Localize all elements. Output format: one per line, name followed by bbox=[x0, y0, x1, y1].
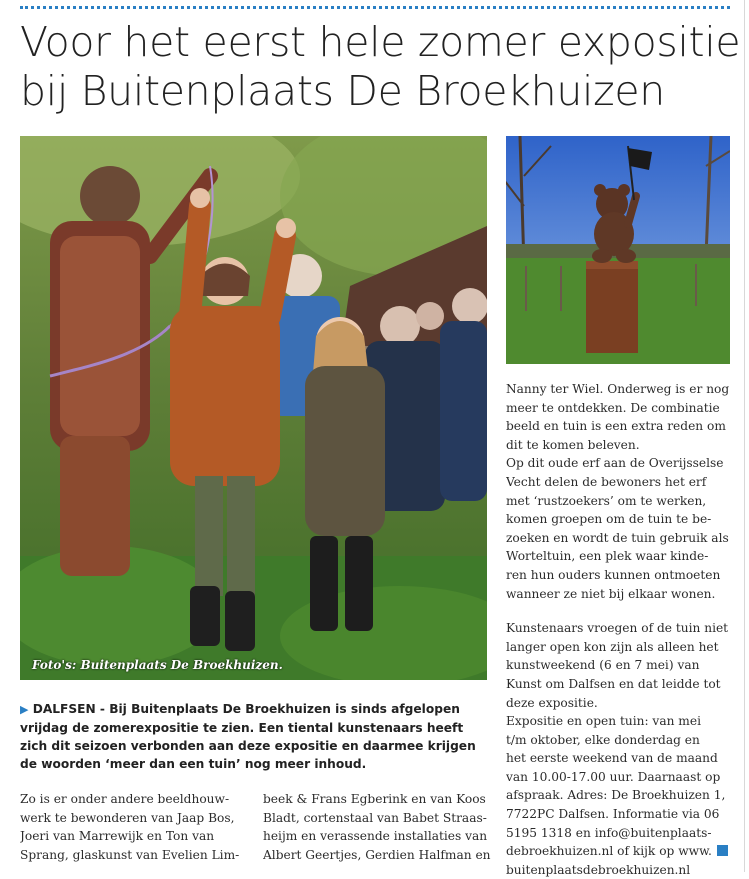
body-line: komen groepen om de tuin te be- bbox=[506, 512, 712, 527]
body-line: het eerste weekend van de maand bbox=[506, 751, 718, 766]
body-line: werk te bewonderen van Jaap Bos, bbox=[20, 810, 235, 825]
body-line: debroekhuizen.nl of kijk op www. bbox=[506, 844, 712, 859]
headline bbox=[20, 18, 740, 116]
main-photo-illustration bbox=[20, 136, 487, 680]
body-line: 7722PC Dalfsen. Informatie via 06 bbox=[506, 807, 720, 822]
body-line: meer te ontdekken. De combinatie bbox=[506, 400, 720, 415]
body-line: Sprang, glaskunst van Evelien Lim- bbox=[20, 847, 240, 862]
triangle-marker-icon: ▶ bbox=[20, 703, 29, 716]
lead-line: vrijdag de zomerexpositie te zien. Een tiental kunstenaars heeft bbox=[20, 721, 464, 735]
paragraph-gap bbox=[506, 603, 732, 619]
end-of-article-square-icon bbox=[717, 845, 728, 856]
body-line: Joeri van Marrewijk en Ton van bbox=[20, 829, 215, 844]
sculpture-photo bbox=[506, 136, 730, 364]
body-line: Op dit oude erf aan de Overijsselse bbox=[506, 456, 724, 471]
lead-line: de woorden ‘meer dan een tuin’ nog meer inhoud. bbox=[20, 757, 367, 771]
lead-line bbox=[20, 700, 488, 719]
body-line: Kunstenaars vroegen of de tuin niet bbox=[506, 621, 729, 636]
body-line: Nanny ter Wiel. Onderweg is er nog bbox=[506, 382, 730, 396]
lead-paragraph bbox=[20, 700, 488, 773]
body-line: met ‘rustzoekers’ om te werken, bbox=[506, 493, 707, 508]
main-photo bbox=[20, 136, 487, 680]
headline-line-1: Voor het eerst hele zomer expositie bbox=[20, 18, 741, 66]
body-line: heijm en verassende installaties van bbox=[263, 829, 488, 844]
body-line: kunstweekend (6 en 7 mei) van bbox=[506, 658, 700, 673]
body-line: zoeken en wordt de tuin gebruik als bbox=[506, 530, 729, 545]
body-line: wanneer ze niet bij elkaar wonen. bbox=[506, 586, 716, 601]
body-line: 5195 1318 en info@buitenplaats- bbox=[506, 825, 712, 840]
body-line: Expositie en open tuin: van mei bbox=[506, 714, 701, 729]
body-line: afspraak. Adres: De Broekhuizen 1, bbox=[506, 788, 726, 803]
headline-line-2: bij Buitenplaats De Broekhuizen bbox=[20, 67, 665, 115]
body-line: beek & Frans Egberink en van Koos bbox=[263, 792, 486, 806]
body-line: Worteltuin, een plek waar kinde- bbox=[506, 549, 709, 564]
sculpture-photo-illustration bbox=[506, 136, 730, 364]
body-line: ren hun ouders kunnen ontmoeten bbox=[506, 567, 721, 582]
page-edge-rule bbox=[744, 0, 745, 872]
body-column-2 bbox=[263, 790, 491, 864]
body-column-3 bbox=[506, 380, 732, 879]
lead-line: zich dit seizoen verbonden aan deze expositie en daarmee krijgen bbox=[20, 739, 476, 753]
body-line: Bladt, cortenstaal van Babet Straas- bbox=[263, 810, 487, 825]
body-column-1 bbox=[20, 790, 248, 864]
body-line: t/m oktober, elke donderdag en bbox=[506, 732, 700, 747]
body-line: dit te komen beleven. bbox=[506, 437, 640, 452]
top-dotted-rule bbox=[20, 6, 730, 9]
body-line: Albert Geertjes, Gerdien Halfman en bbox=[263, 847, 491, 862]
body-line: buitenplaatsdebroekhuizen.nl bbox=[506, 862, 691, 877]
photo-caption: Foto's: Buitenplaats De Broekhuizen. bbox=[32, 658, 283, 672]
body-line: Vecht delen de bewoners het erf bbox=[506, 474, 707, 489]
body-line: Zo is er onder andere beeldhouw- bbox=[20, 792, 230, 806]
body-line: langer open kon zijn als alleen het bbox=[506, 639, 719, 654]
body-line: deze expositie. bbox=[506, 695, 598, 710]
body-line: Kunst om Dalfsen en dat leidde tot bbox=[506, 676, 721, 691]
lead-line-text: DALFSEN - Bij Buitenplaats De Broekhuizen is sinds afgelopen bbox=[32, 702, 460, 716]
body-line: van 10.00-17.00 uur. Daarnaast op bbox=[506, 769, 721, 784]
body-line: beeld en tuin is een extra reden om bbox=[506, 419, 726, 434]
